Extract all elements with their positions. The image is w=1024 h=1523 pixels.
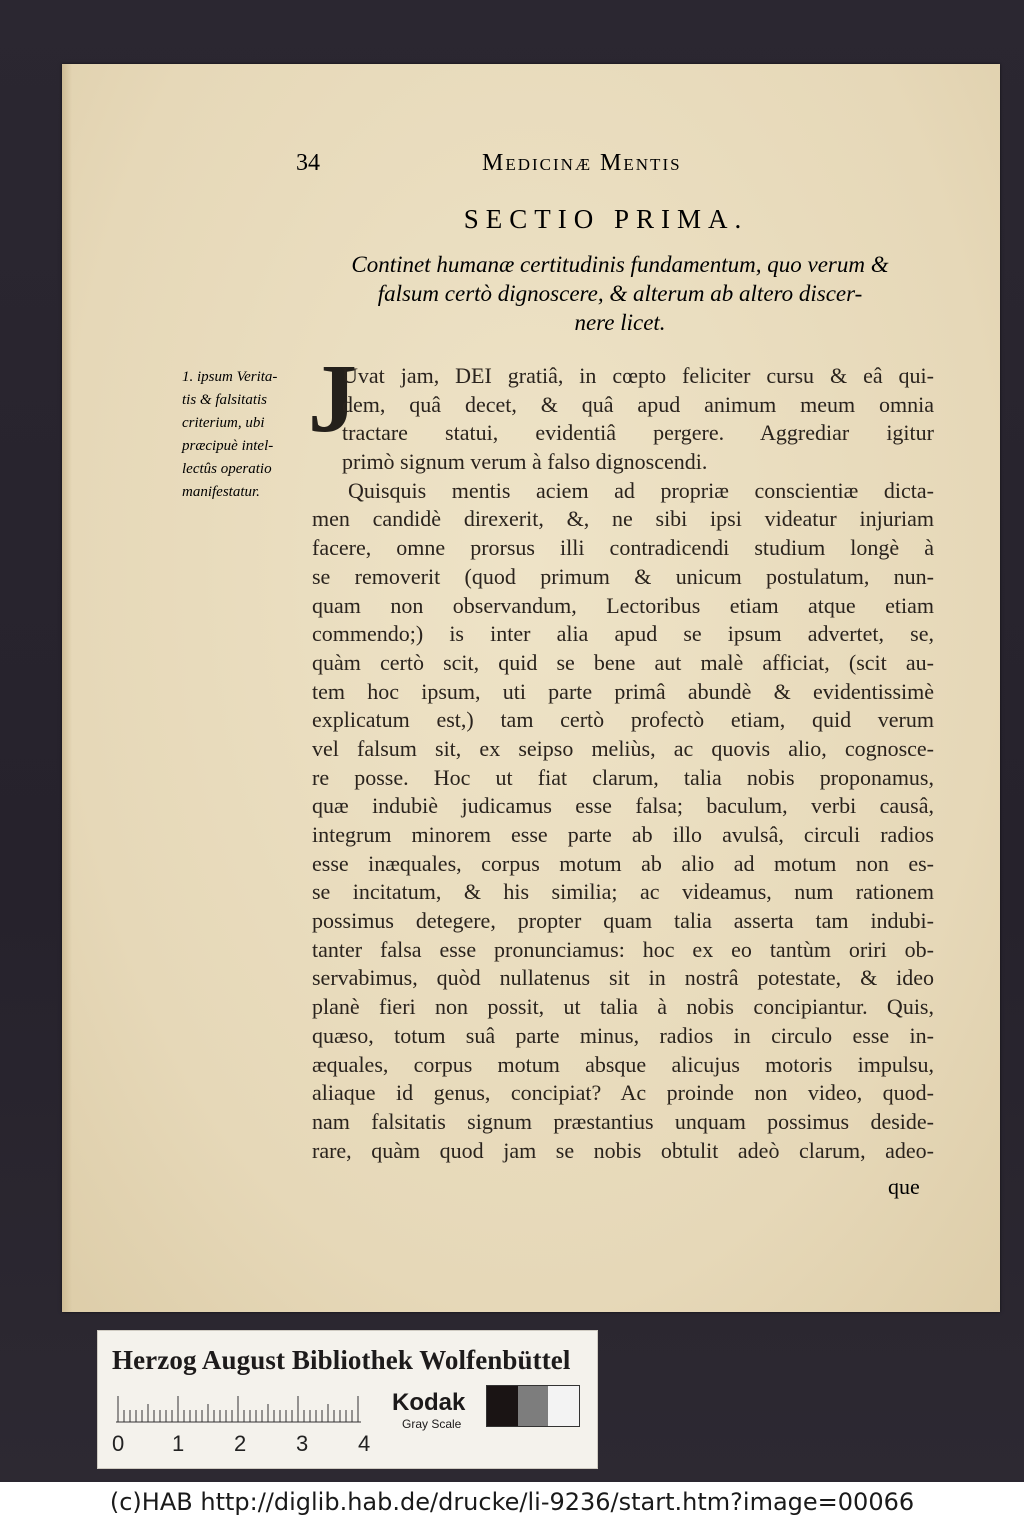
- subtitle-line: nere licet.: [574, 310, 666, 335]
- library-name: Herzog August Bibliothek Wolfenbüttel: [112, 1345, 571, 1375]
- marginal-line: præcipuè intel-: [182, 438, 274, 454]
- text-line: servabimus, quòd nullatenus sit in nostrâ potestate, & ideo: [312, 965, 934, 991]
- text-line: men candidè direxerit, &, ne sibi ipsi videatur injuriam: [312, 506, 934, 532]
- text-line: aliaque id genus, concipiat? Ac proinde non video, quod-: [312, 1080, 934, 1106]
- marginal-line: manifestatur.: [182, 484, 260, 500]
- gray-scale-caption: Gray Scale: [402, 1417, 462, 1431]
- text-line: se incitatum, & his similia; ac videamus, num rationem: [312, 879, 934, 905]
- text-line: quæso, totum suâ parte minus, radios in circulo esse in-: [312, 1022, 934, 1048]
- ruler-number: 1: [172, 1431, 185, 1456]
- text-line: rare, quàm quod jam se nobis obtulit adeò clarum, adeo-: [312, 1137, 934, 1163]
- swatch-white: [548, 1386, 579, 1426]
- text-line: quàm certò scit, quid se bene aut malè afficiat, (scit au-: [312, 649, 934, 675]
- copyright-credit: (c)HAB http://diglib.hab.de/drucke/li-9236/start.htm?image=00066: [0, 1482, 1024, 1523]
- swatch-gray: [518, 1386, 549, 1426]
- ruler-number: 2: [234, 1431, 247, 1456]
- section-subtitle: [300, 250, 940, 337]
- page-edge-shadow: [62, 64, 72, 1312]
- text-line: facere, omne prorsus illi contradicendi studium longè à: [312, 535, 934, 561]
- text-line: dem, quâ decet, & quâ apud animum meum omnia: [342, 391, 934, 417]
- catchword: que: [888, 1174, 920, 1199]
- ruler-numbers: [112, 1431, 382, 1461]
- page-number: 34: [296, 150, 320, 176]
- marginal-line: criterium, ubi: [182, 415, 265, 431]
- subtitle-line: falsum certò dignoscere, & alterum ab altero discer-: [377, 281, 863, 306]
- text-line: integrum minorem esse parte ab illo avulsâ, circuli radios: [312, 822, 934, 847]
- text-line: commendo;) is inter alia apud se ipsum advertet, se,: [312, 621, 934, 647]
- body-text: [312, 362, 934, 1165]
- text-line: se removerit (quod primum & unicum postulatum, nun-: [312, 563, 934, 589]
- ruler-number: 3: [296, 1431, 309, 1456]
- text-line: nam falsitatis signum præstantius unquam possimus deside-: [312, 1108, 934, 1134]
- gray-scale-swatches: [486, 1385, 580, 1427]
- subtitle-line: Continet humanæ certitudinis fundamentum, quo verum &: [351, 252, 889, 277]
- text-line: esse inæquales, corpus motum ab alio ad motum non es-: [312, 850, 934, 876]
- page-header: [0, 146, 1024, 186]
- text-line: primò signum verum à falso dignoscendi.: [342, 449, 708, 475]
- text-line: explicatum est,) tam certò profectò etiam, quid verum: [312, 707, 934, 733]
- running-head: Medicinæ Mentis: [482, 150, 682, 176]
- text-line: vel falsum sit, ex seipso meliùs, ac quovis alio, cognosce-: [312, 735, 934, 761]
- drop-cap: J: [308, 345, 357, 453]
- text-line: æquales, corpus motum absque alicujus motoris impulsu,: [312, 1051, 934, 1077]
- text-line: planè fieri non possit, ut talia à nobis concipiantur. Quis,: [312, 994, 934, 1020]
- ruler-number: 0: [112, 1431, 125, 1456]
- marginal-note: [182, 366, 307, 504]
- marginal-line: lectûs operatio: [182, 461, 272, 477]
- marginal-line: tis & falsitatis: [182, 392, 268, 408]
- kodak-logo: Kodak: [392, 1389, 466, 1416]
- marginal-line: 1. ipsum Verita-: [182, 369, 278, 385]
- text-line: tem hoc ipsum, uti parte primâ abundè & evidentissimè: [312, 678, 934, 704]
- text-line: Uvat jam, DEI gratiâ, in cœpto feliciter cursu & eâ qui-: [342, 363, 934, 388]
- text-line: tractare statui, evidentiâ pergere. Aggrediar igitur: [342, 420, 934, 446]
- text-line: quam non observandum, Lectoribus etiam atque etiam: [312, 592, 934, 618]
- text-line: re posse. Hoc ut fiat clarum, talia nobis proponamus,: [312, 764, 934, 790]
- ruler-scale: [116, 1393, 361, 1423]
- section-title: SECTIO PRIMA.: [463, 204, 749, 234]
- text-line: Quisquis mentis aciem ad propriæ conscientiæ dicta-: [348, 477, 934, 503]
- text-line: quæ indubiè judicamus esse falsa; baculum, verbi causâ,: [312, 793, 934, 819]
- library-color-bar-label: [97, 1330, 598, 1469]
- ruler-number: 4: [358, 1431, 371, 1456]
- text-line: tanter falsa esse pronunciamus: hoc ex eo tantùm oriri ob-: [312, 936, 934, 962]
- text-line: possimus detegere, propter quam talia asserta tam indubi-: [312, 908, 934, 934]
- swatch-black: [487, 1386, 518, 1426]
